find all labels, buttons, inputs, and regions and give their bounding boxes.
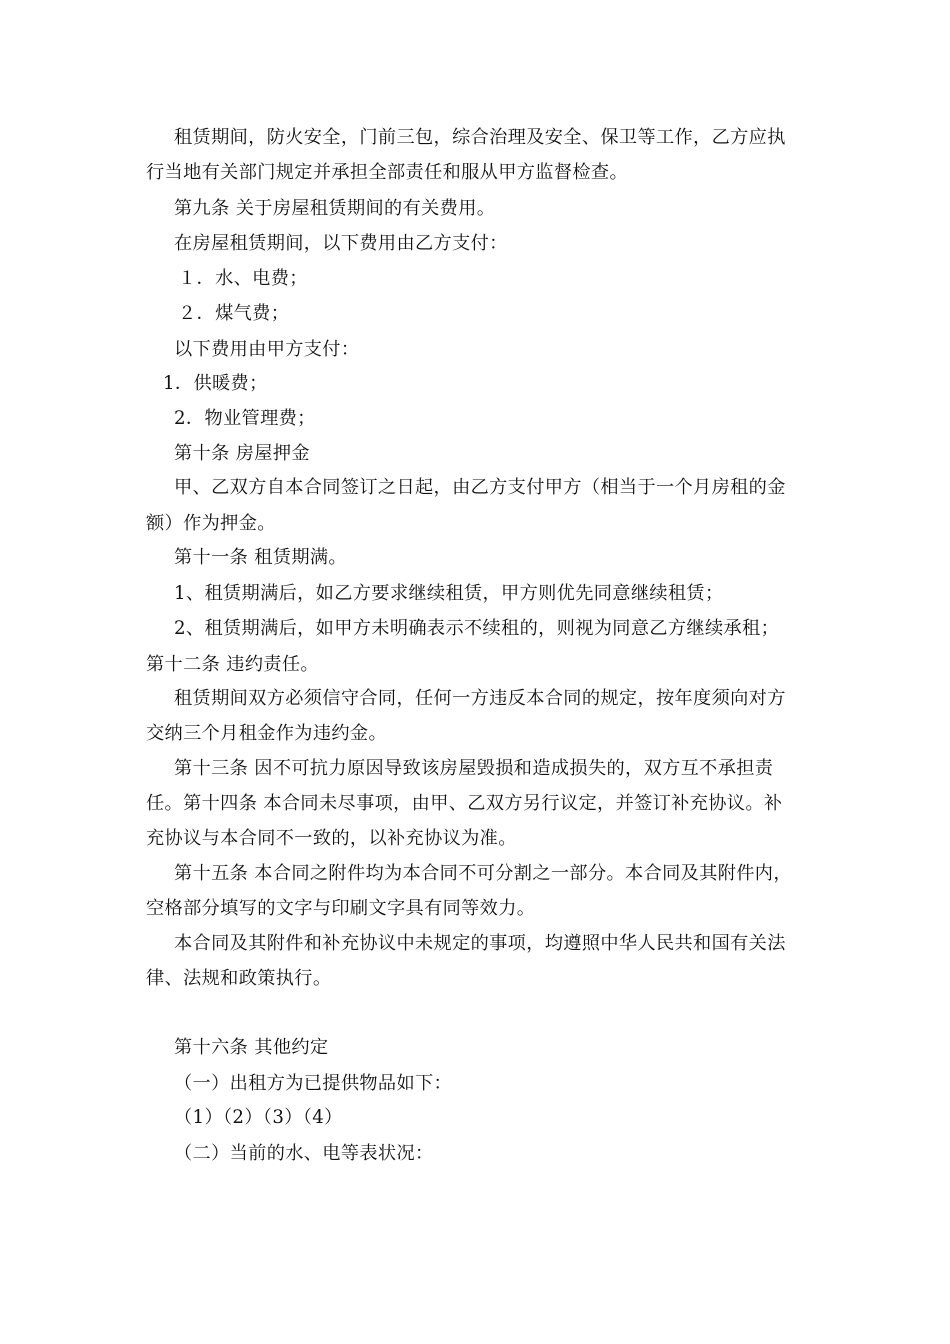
list-item: １．水、电费；: [178, 268, 308, 289]
paragraph-line: 第十三条 因不可抗力原因导致该房屋毁损和造成损失的，双方互不承担责: [174, 758, 774, 779]
list-item: ２．煤气费；: [178, 303, 290, 324]
article-heading: 第九条 关于房屋租赁期间的有关费用。: [174, 198, 496, 219]
paragraph-line: 空格部分填写的文字与印刷文字具有同等效力。: [146, 898, 536, 919]
list-item: 2、租赁期满后，如甲方未明确表示不续租的，则视为同意乙方继续承租；: [174, 618, 780, 639]
list-item: （1）（2）（3）（4）: [174, 1107, 343, 1128]
paragraph-line: 租赁期间，防火安全，门前三包，综合治理及安全、保卫等工作，乙方应执: [174, 127, 786, 148]
list-item: 2．物业管理费；: [174, 408, 316, 429]
paragraph-line: 第十五条 本合同之附件均为本合同不可分割之一部分。本合同及其附件内，: [174, 863, 792, 884]
article-heading: 第十六条 其他约定: [174, 1037, 329, 1058]
paragraph-line: 额）作为押金。: [146, 513, 276, 534]
paragraph-line: （二）当前的水、电等表状况：: [174, 1143, 434, 1164]
paragraph-line: 租赁期间双方必须信守合同，任何一方违反本合同的规定，按年度须向对方: [174, 688, 786, 709]
paragraph-line: 交纳三个月租金作为违约金。: [146, 723, 387, 744]
paragraph-line: 律、法规和政策执行。: [146, 968, 332, 989]
article-heading: 第十二条 违约责任。: [146, 654, 319, 675]
paragraph-line: 在房屋租赁期间，以下费用由乙方支付：: [174, 233, 508, 254]
paragraph-line: 任。第十四条 本合同未尽事项，由甲、乙双方另行议定，并签订补充协议。补: [146, 793, 783, 814]
paragraph-line: 本合同及其附件和补充协议中未规定的事项，均遵照中华人民共和国有关法: [174, 933, 786, 954]
article-heading: 第十一条 租赁期满。: [174, 547, 347, 568]
paragraph-line: 行当地有关部门规定并承担全部责任和服从甲方监督检查。: [146, 162, 628, 183]
article-heading: 第十条 房屋押金: [174, 443, 310, 464]
paragraph-line: 甲、乙双方自本合同签订之日起，由乙方支付甲方（相当于一个月房租的金: [174, 477, 786, 498]
paragraph-line: （一）出租方为已提供物品如下：: [174, 1073, 453, 1094]
paragraph-line: 充协议与本合同不一致的，以补充协议为准。: [146, 828, 517, 849]
list-item: 1、租赁期满后，如乙方要求继续租赁，甲方则优先同意继续租赁；: [174, 583, 724, 604]
paragraph-line: 以下费用由甲方支付：: [174, 339, 360, 360]
list-item: 1．供暖费；: [163, 373, 268, 394]
